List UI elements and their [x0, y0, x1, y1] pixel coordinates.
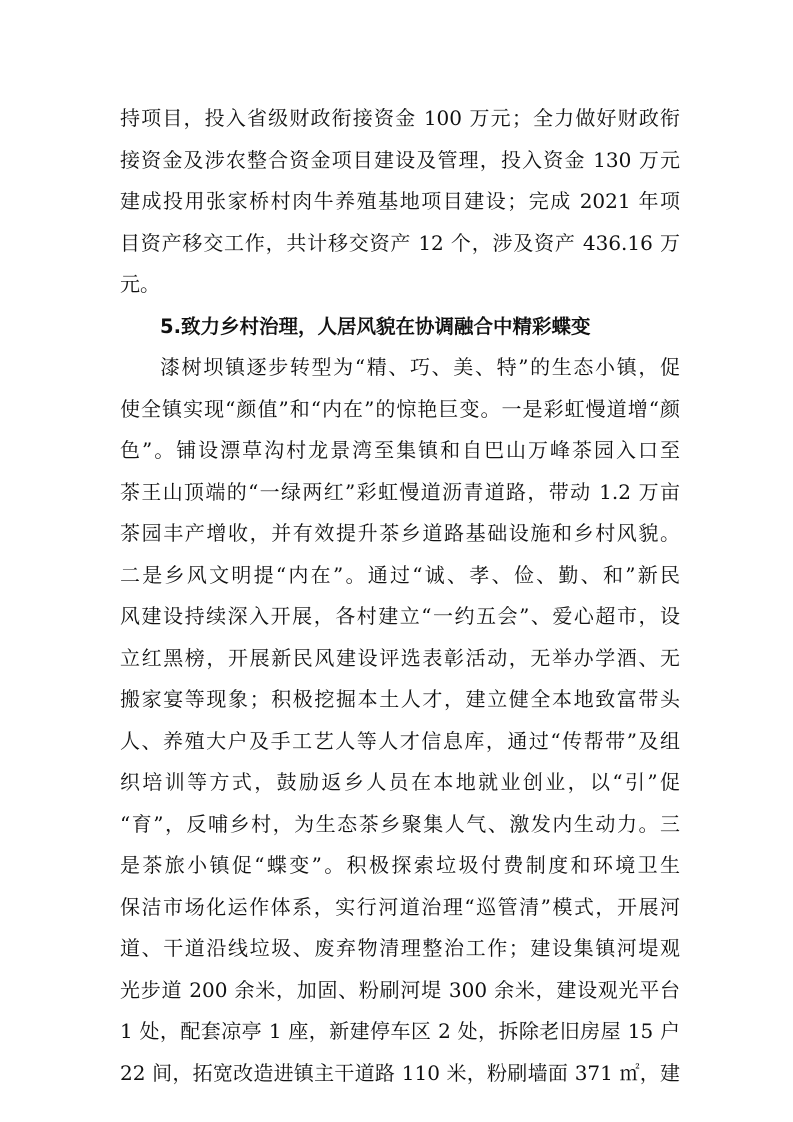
- text-line: 人、养殖大户及手工艺人等人才信息库，通过“传帮带”及组: [120, 728, 680, 753]
- text-line: 元。: [120, 272, 160, 296]
- text-line: 目资产移交工作，共计移交资产 12 个，涉及资产 436.16 万: [120, 230, 680, 255]
- text-line: 持项目，投入省级财政衔接资金 100 万元；全力做好财政衔: [120, 106, 680, 130]
- text-line: 使全镇实现“颜值”和“内在”的惊艳巨变。一是彩虹慢道增“颜: [120, 396, 680, 421]
- text-line: 1 处，配套凉亭 1 座，新建停车区 2 处，拆除老旧房屋 15 户: [120, 1019, 680, 1043]
- text-line: 光步道 200 余米，加固、粉刷河堤 300 余米，建设观光平台: [120, 977, 680, 1002]
- body-text: [120, 98, 680, 1094]
- text-line: 立红黑榜，开展新民风建设评选表彰活动，无举办学酒、无: [120, 645, 680, 670]
- section-heading: 5.致力乡村治理，人居风貌在协调融合中精彩蝶变: [160, 314, 591, 338]
- text-line: 二是乡风文明提“内在”。通过“诚、孝、俭、勤、和”新民: [120, 562, 680, 587]
- text-line: 建成投用张家桥村肉牛养殖基地项目建设；完成 2021 年项: [120, 189, 680, 213]
- text-line: 道、干道沿线垃圾、废弃物清理整治工作；建设集镇河堤观: [120, 936, 680, 960]
- text-line: 织培训等方式，鼓励返乡人员在本地就业创业，以“引”促: [120, 770, 680, 794]
- text-line: 茶园丰产增收，并有效提升茶乡道路基础设施和乡村风貌。: [120, 521, 680, 545]
- text-line: 风建设持续深入开展，各村建立“一约五会”、爱心超市，设: [120, 604, 680, 628]
- text-line: 接资金及涉农整合资金项目建设及管理，投入资金 130 万元: [120, 147, 680, 172]
- text-line: 22 间，拓宽改造进镇主干道路 110 米，粉刷墙面 371 ㎡，建: [120, 1060, 680, 1085]
- paragraph-first-line: 漆树坝镇逐步转型为“精、巧、美、特”的生态小镇，促: [160, 355, 680, 379]
- text-line: 色”。铺设漂草沟村龙景湾至集镇和自巴山万峰茶园入口至: [120, 438, 680, 462]
- text-line: “育”，反哺乡村，为生态茶乡聚集人气、激发内生动力。三: [120, 811, 680, 836]
- text-line: 保洁市场化运作体系，实行河道治理“巡管清”模式，开展河: [120, 894, 680, 919]
- text-line: 是茶旅小镇促“蝶变”。积极探索垃圾付费制度和环境卫生: [120, 853, 680, 877]
- text-line: 搬家宴等现象；积极挖掘本土人才，建立健全本地致富带头: [120, 687, 680, 711]
- text-line: 茶王山顶端的“一绿两红”彩虹慢道沥青道路，带动 1.2 万亩: [120, 479, 680, 504]
